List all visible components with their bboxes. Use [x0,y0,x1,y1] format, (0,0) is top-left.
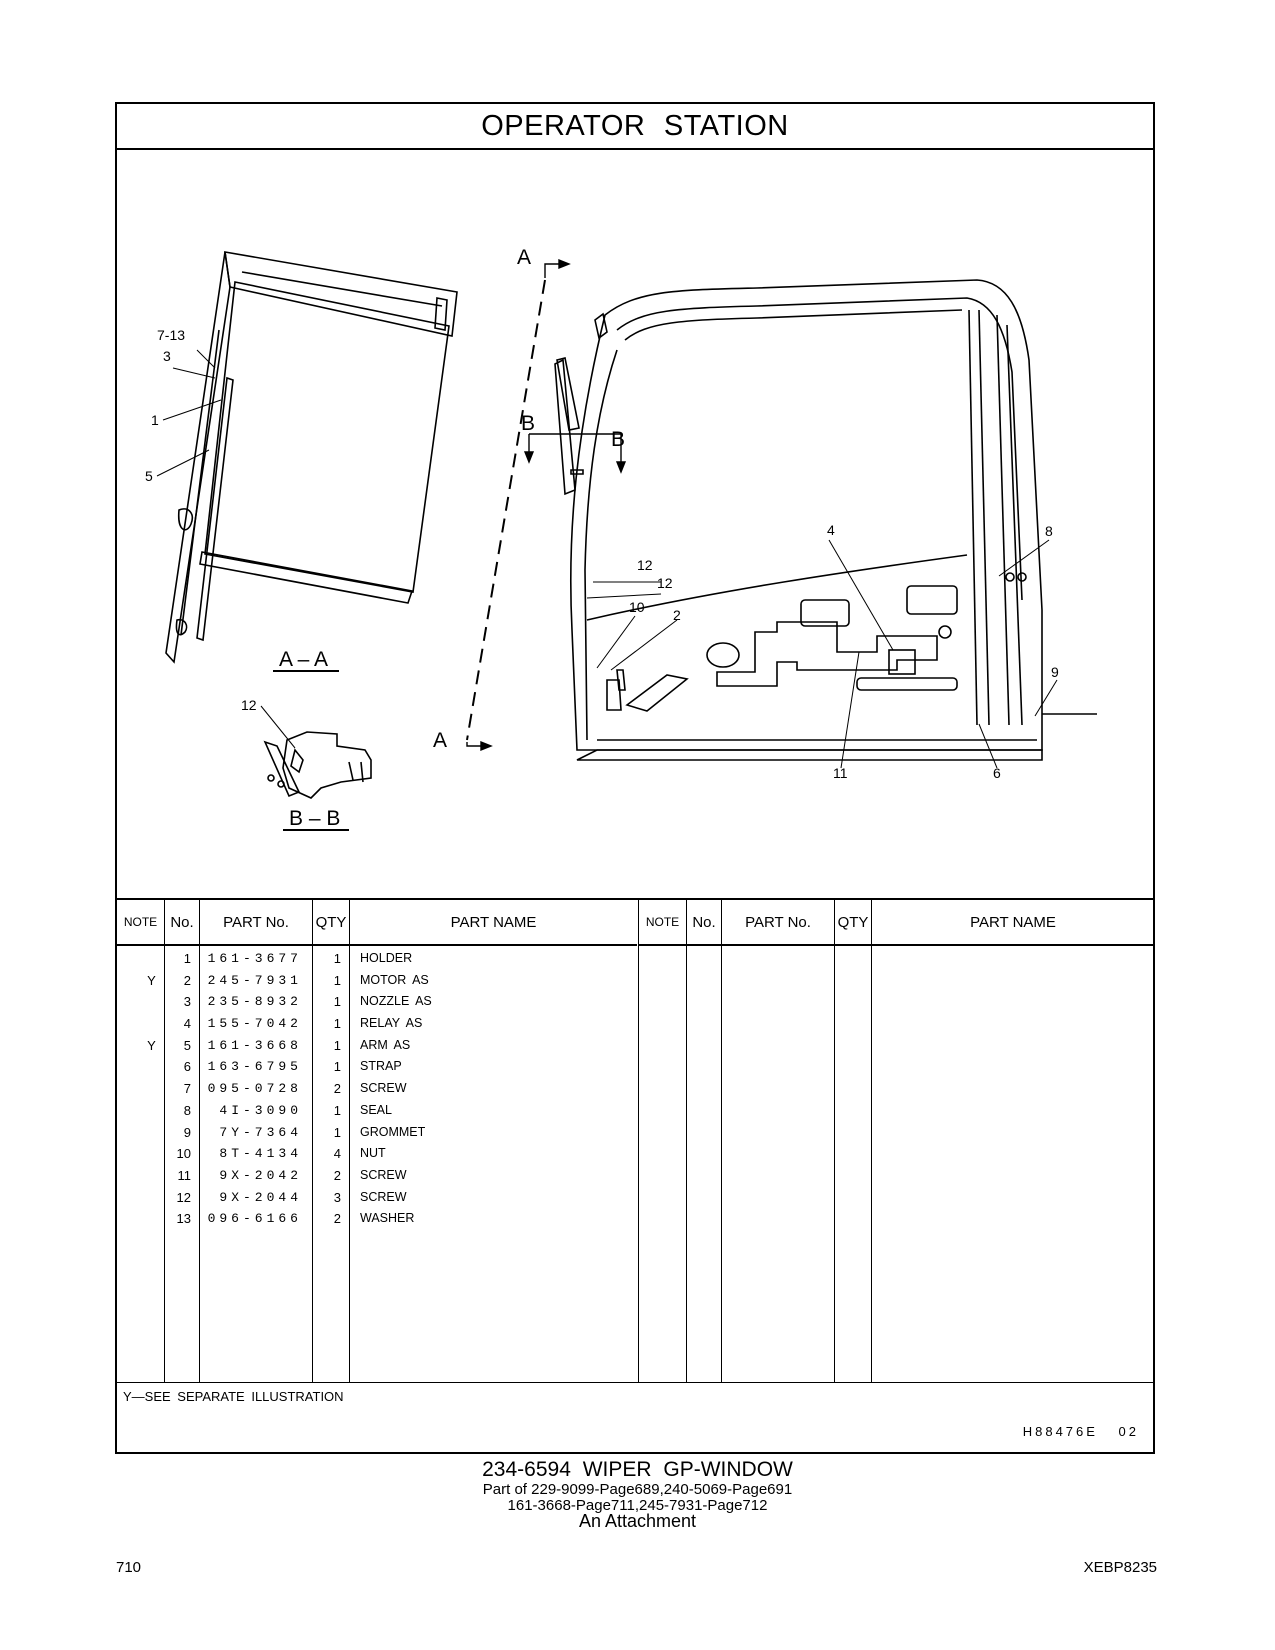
row-note [117,1165,164,1187]
row-number: 8 [183,1102,191,1118]
row-part-name: SCREW [360,1167,407,1182]
cut-marker-b-left: B [521,412,536,435]
header-note-right: NOTE [639,900,686,946]
row-part-name: GROMMET [360,1124,426,1139]
row-note [117,1208,164,1230]
callout-6: 6 [993,765,1001,781]
callout-4: 4 [827,522,835,538]
row-part-name: NOZZLE AS [360,994,432,1009]
row-number: 10 [176,1146,191,1162]
page-title: OPERATOR STATION [117,104,1153,150]
row-number: 3 [183,994,191,1010]
part-of-line-2: 161-3668-Page711,245-7931-Page712 [507,1497,768,1514]
header-qty: QTY [313,900,349,946]
row-part-number: 161-3668 [207,1037,302,1053]
row-part-number: 163-6795 [207,1059,302,1075]
row-part-name: ARM AS [360,1037,411,1052]
header-note: NOTE [117,900,164,946]
row-part-name: SCREW [360,1189,407,1204]
row-part-number: 235-8932 [207,994,302,1010]
row-quantity: 2 [333,1081,341,1097]
row-number: 2 [183,972,191,988]
row-part-number: 155-7042 [207,1016,302,1032]
group-title: 234-6594 WIPER GP-WINDOW [482,1458,793,1481]
row-part-name: SCREW [360,1081,407,1096]
header-qty-right: QTY [835,900,871,946]
row-note [117,1078,164,1100]
row-quantity: 2 [333,1167,341,1183]
row-number: 6 [183,1059,191,1075]
row-note [117,1100,164,1122]
row-quantity: 1 [333,951,341,966]
row-quantity: 1 [333,1037,341,1053]
part-of-line-1: Part of 229-9099-Page689,240-5069-Page691 [482,1481,793,1498]
row-part-number: 096-6166 [207,1211,302,1227]
row-note [117,1013,164,1035]
callout-1: 1 [151,412,159,428]
callout-12-a: 12 [637,557,653,573]
parts-illustration [117,150,1153,898]
row-quantity: 1 [333,1124,341,1140]
callout-3: 3 [163,348,171,364]
section-aa-drawing [166,252,457,662]
parts-table [117,898,1153,1383]
section-bb-label: B – B [289,807,341,830]
row-part-number: 161-3677 [207,951,302,966]
callout-9: 9 [1051,664,1059,680]
row-number: 11 [177,1167,191,1183]
row-quantity: 3 [333,1189,341,1205]
row-number: 4 [183,1016,191,1032]
callout-7-13: 7-13 [157,327,186,343]
illustration-drawing [117,150,1153,898]
cut-marker-a-top: A [517,246,532,269]
callout-10: 10 [629,599,645,615]
callout-2: 2 [673,607,681,623]
row-part-name: WASHER [360,1211,415,1226]
section-bb-drawing [265,732,371,798]
row-part-name: HOLDER [360,951,413,965]
row-part-name: RELAY AS [360,1016,423,1031]
row-quantity: 4 [333,1146,341,1162]
row-number: 13 [176,1211,191,1227]
header-no-right: No. [687,900,721,946]
row-note: Y [147,972,156,988]
row-number: 5 [183,1037,191,1053]
row-part-number: 9X-2042 [219,1167,302,1183]
door-drawing [555,280,1097,760]
section-aa-label: A – A [279,648,329,671]
row-note [117,1056,164,1078]
callout-8: 8 [1045,523,1053,539]
header-part-name-right: PART NAME [872,900,1154,946]
page-number: 710 [116,1559,142,1576]
callout-11: 11 [833,765,848,781]
header-part-no: PART No. [200,900,312,946]
row-note [117,1143,164,1165]
header-part-no-right: PART No. [722,900,834,946]
row-quantity: 1 [333,994,341,1010]
row-note: Y [147,1037,156,1053]
row-quantity: 2 [333,1211,341,1227]
row-note [117,1122,164,1144]
row-number: 1 [183,951,191,966]
row-quantity: 1 [333,972,341,988]
header-part-name: PART NAME [350,900,637,946]
parts-table-right [638,900,1154,1382]
row-part-number: 245-7931 [207,972,302,988]
row-number: 9 [183,1124,191,1140]
document-id: XEBP8235 [1083,1559,1157,1576]
row-part-name: NUT [360,1146,386,1161]
row-number: 7 [183,1081,191,1097]
section-cut-lines [467,280,545,740]
drawing-number: H88476E 02 [1022,1424,1139,1439]
row-part-name: STRAP [360,1059,402,1074]
note-legend: Y―SEE SEPARATE ILLUSTRATION [123,1389,344,1404]
row-quantity: 1 [333,1059,341,1075]
row-number: 12 [176,1189,191,1205]
row-part-name: SEAL [360,1102,392,1117]
row-quantity: 1 [333,1102,341,1118]
row-note [117,991,164,1013]
parts-table-left [117,900,637,1382]
row-note [117,1187,164,1209]
callout-12-bb: 12 [241,697,257,713]
callout-12-b: 12 [657,575,673,591]
row-part-number: 7Y-7364 [219,1124,302,1140]
cut-marker-a-bottom: A [433,729,448,752]
row-part-number: 4I-3090 [219,1102,302,1118]
cut-marker-b-right: B [611,428,626,451]
row-part-number: 8T-4134 [219,1146,302,1162]
row-part-name: MOTOR AS [360,972,429,987]
header-no: No. [165,900,199,946]
row-note [117,948,164,970]
row-quantity: 1 [333,1016,341,1032]
callout-5: 5 [145,468,153,484]
row-part-number: 9X-2044 [219,1189,302,1205]
row-part-number: 095-0728 [207,1081,302,1097]
parts-page-frame [115,102,1155,1454]
attachment-label: An Attachment [578,1511,697,1531]
